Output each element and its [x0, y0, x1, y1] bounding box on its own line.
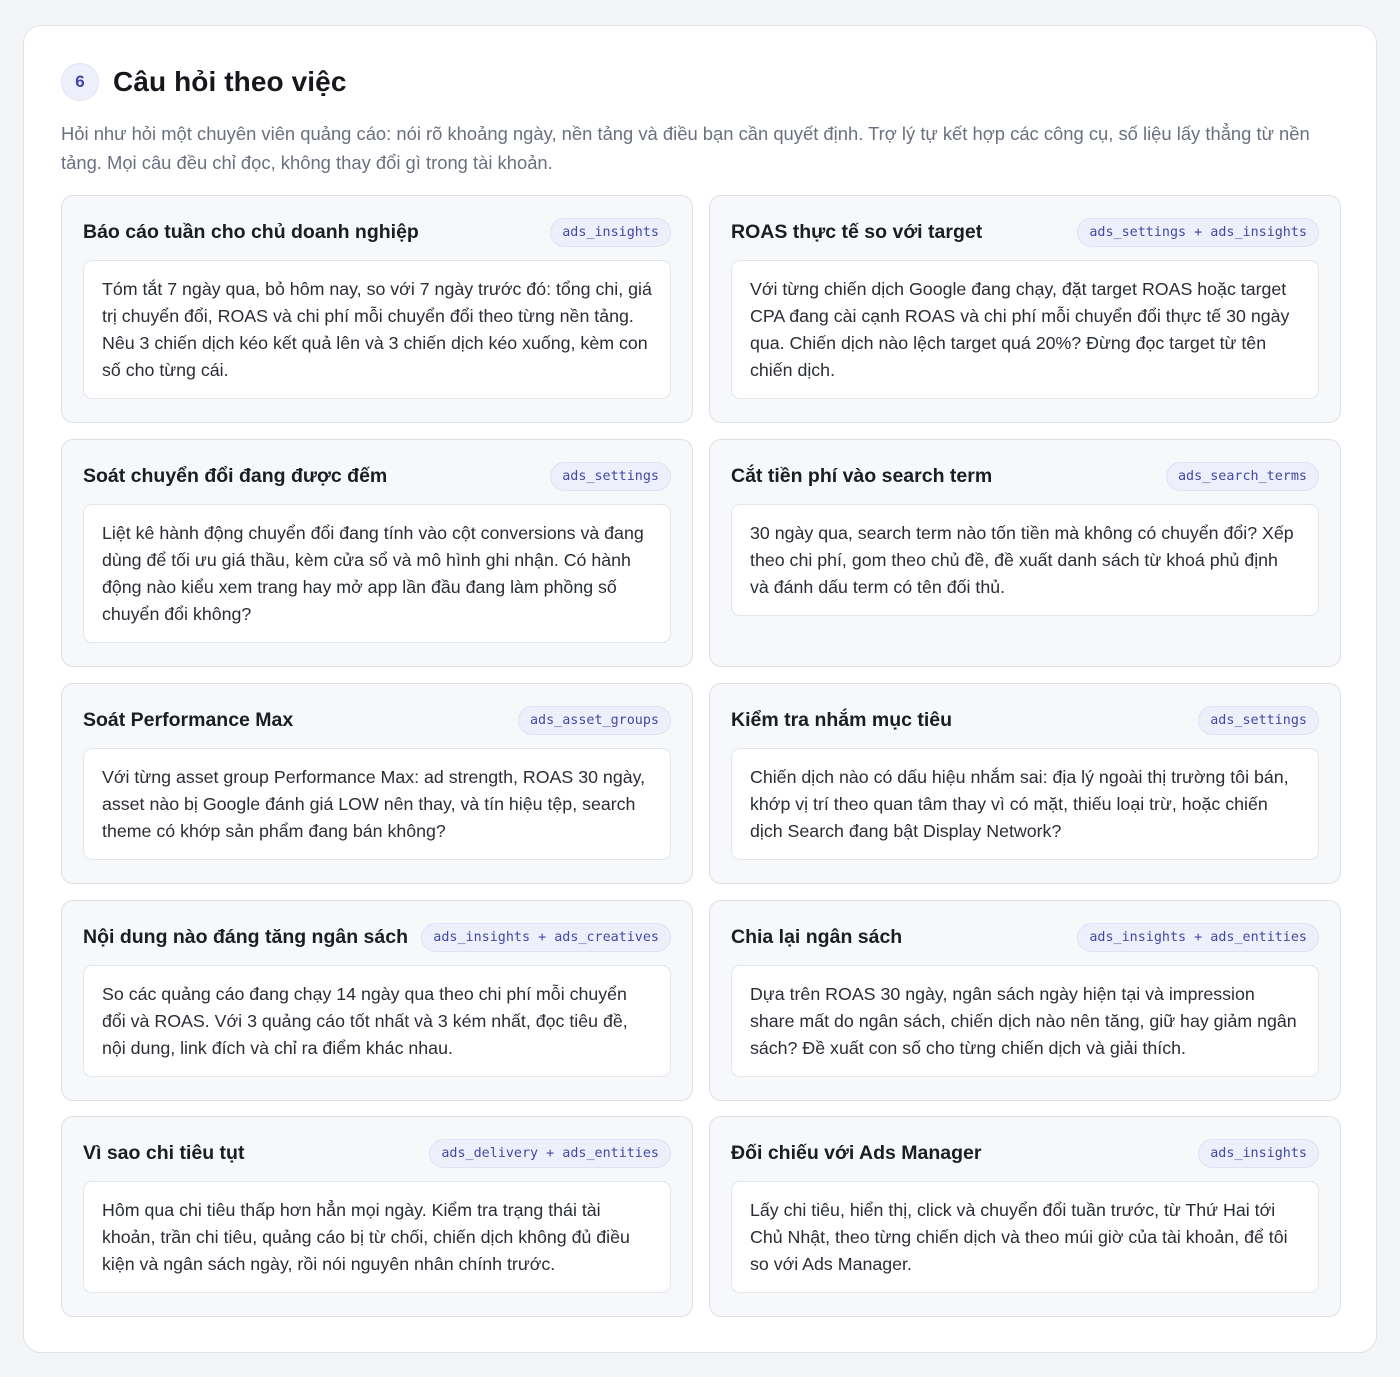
- prompt-card-title: Chia lại ngân sách: [731, 925, 903, 948]
- step-number-badge: 6: [61, 63, 99, 101]
- prompt-card[interactable]: [61, 439, 693, 667]
- prompt-card[interactable]: [61, 900, 693, 1101]
- tool-tag: ads_asset_groups: [518, 706, 671, 735]
- prompt-card[interactable]: [709, 900, 1341, 1101]
- section-intro: Hỏi như hỏi một chuyên viên quảng cáo: nói rõ khoảng ngày, nền tảng và điều bạn cần quyết định. Trợ lý tự kết hợp các công cụ, số liệu lấy thẳng từ nền tảng. Mọi câu đều chỉ đọc, không thay đổi gì trong tài khoản.: [61, 123, 1310, 173]
- prompt-card-title: Báo cáo tuần cho chủ doanh nghiệp: [83, 220, 419, 243]
- prompt-text[interactable]: Lấy chi tiêu, hiển thị, click và chuyển đổi tuần trước, từ Thứ Hai tới Chủ Nhật, theo từng chiến dịch và theo múi giờ của tài khoản, để tôi so với Ads Manager.: [731, 1181, 1319, 1293]
- prompt-card-header: [731, 704, 1319, 736]
- tool-tag: ads_insights + ads_entities: [1077, 923, 1319, 952]
- tool-tag: ads_settings: [550, 462, 671, 491]
- prompt-card-header: [83, 1137, 671, 1169]
- prompt-text[interactable]: 30 ngày qua, search term nào tốn tiền mà không có chuyển đổi? Xếp theo chi phí, gom theo chủ đề, đề xuất danh sách từ khoá phủ định và đánh dấu term có tên đối thủ.: [731, 504, 1319, 616]
- prompt-card-header: [83, 460, 671, 492]
- tool-tag: ads_settings + ads_insights: [1077, 218, 1319, 247]
- prompt-text[interactable]: Tóm tắt 7 ngày qua, bỏ hôm nay, so với 7 ngày trước đó: tổng chi, giá trị chuyển đổi, ROAS và chi phí mỗi chuyển đổi theo từng nền tảng. Nêu 3 chiến dịch kéo kết quả lên và 3 chiến dịch kéo xuống, kèm con số cho từng cái.: [83, 260, 671, 399]
- prompt-card-title: Nội dung nào đáng tăng ngân sách: [83, 925, 408, 948]
- prompt-card-header: [731, 921, 1319, 953]
- prompt-card-header: [731, 1137, 1319, 1169]
- tool-tag: ads_insights + ads_creatives: [421, 923, 671, 952]
- section-header: [61, 63, 347, 101]
- tool-tag: ads_insights: [1198, 1139, 1319, 1168]
- prompt-card-header: [731, 216, 1319, 248]
- prompt-card-title: Soát chuyển đổi đang được đếm: [83, 464, 388, 487]
- prompt-card[interactable]: [709, 195, 1341, 423]
- prompt-card[interactable]: [709, 1116, 1341, 1317]
- prompt-text[interactable]: So các quảng cáo đang chạy 14 ngày qua theo chi phí mỗi chuyển đổi và ROAS. Với 3 quảng cáo tốt nhất và 3 kém nhất, đọc tiêu đề, nội dung, link đích và chỉ ra điểm khác nhau.: [83, 965, 671, 1077]
- prompt-card-header: [83, 216, 671, 248]
- prompt-card[interactable]: [61, 1116, 693, 1317]
- prompt-card-title: Vì sao chi tiêu tụt: [83, 1141, 245, 1164]
- prompt-card-title: Soát Performance Max: [83, 708, 294, 731]
- prompt-card-header: [83, 921, 671, 953]
- tool-tag: ads_search_terms: [1166, 462, 1319, 491]
- prompt-text[interactable]: Với từng asset group Performance Max: ad strength, ROAS 30 ngày, asset nào bị Google đánh giá LOW nên thay, và tín hiệu tệp, search theme có khớp sản phẩm đang bán không?: [83, 748, 671, 860]
- tool-tag: ads_delivery + ads_entities: [429, 1139, 671, 1168]
- prompt-card-title: Đối chiếu với Ads Manager: [731, 1141, 982, 1164]
- section-title: Câu hỏi theo việc: [113, 66, 347, 97]
- prompt-card-title: Kiểm tra nhắm mục tiêu: [731, 708, 953, 731]
- section-panel: [23, 25, 1377, 1353]
- tool-tag: ads_settings: [1198, 706, 1319, 735]
- prompt-text[interactable]: Với từng chiến dịch Google đang chạy, đặt target ROAS hoặc target CPA đang cài cạnh ROAS và chi phí mỗi chuyển đổi thực tế 30 ngày qua. Chiến dịch nào lệch target quá 20%? Đừng đọc target từ tên chiến dịch.: [731, 260, 1319, 399]
- prompt-card-title: ROAS thực tế so với target: [731, 220, 983, 243]
- tool-tag: ads_insights: [550, 218, 671, 247]
- prompt-text[interactable]: Dựa trên ROAS 30 ngày, ngân sách ngày hiện tại và impression share mất do ngân sách, chiến dịch nào nên tăng, giữ hay giảm ngân sách? Đề xuất con số cho từng chiến dịch và giải thích.: [731, 965, 1319, 1077]
- prompt-card[interactable]: [61, 195, 693, 423]
- prompt-text[interactable]: Liệt kê hành động chuyển đổi đang tính vào cột conversions và đang dùng để tối ưu giá thầu, kèm cửa sổ và mô hình ghi nhận. Có hành động nào kiểu xem trang hay mở app lần đầu đang làm phồng số chuyển đổi không?: [83, 504, 671, 643]
- prompt-card-title: Cắt tiền phí vào search term: [731, 464, 993, 487]
- prompt-text[interactable]: Chiến dịch nào có dấu hiệu nhắm sai: địa lý ngoài thị trường tôi bán, khớp vị trí theo quan tâm thay vì có mặt, thiếu loại trừ, hoặc chiến dịch Search đang bật Display Network?: [731, 748, 1319, 860]
- prompt-card-header: [83, 704, 671, 736]
- prompt-card[interactable]: [709, 683, 1341, 884]
- prompt-card-header: [731, 460, 1319, 492]
- prompt-card[interactable]: [709, 439, 1341, 667]
- prompt-text[interactable]: Hôm qua chi tiêu thấp hơn hẳn mọi ngày. Kiểm tra trạng thái tài khoản, trần chi tiêu, quảng cáo bị từ chối, chiến dịch không đủ điều kiện và ngân sách ngày, rồi nói nguyên nhân chính trước.: [83, 1181, 671, 1293]
- prompt-card[interactable]: [61, 683, 693, 884]
